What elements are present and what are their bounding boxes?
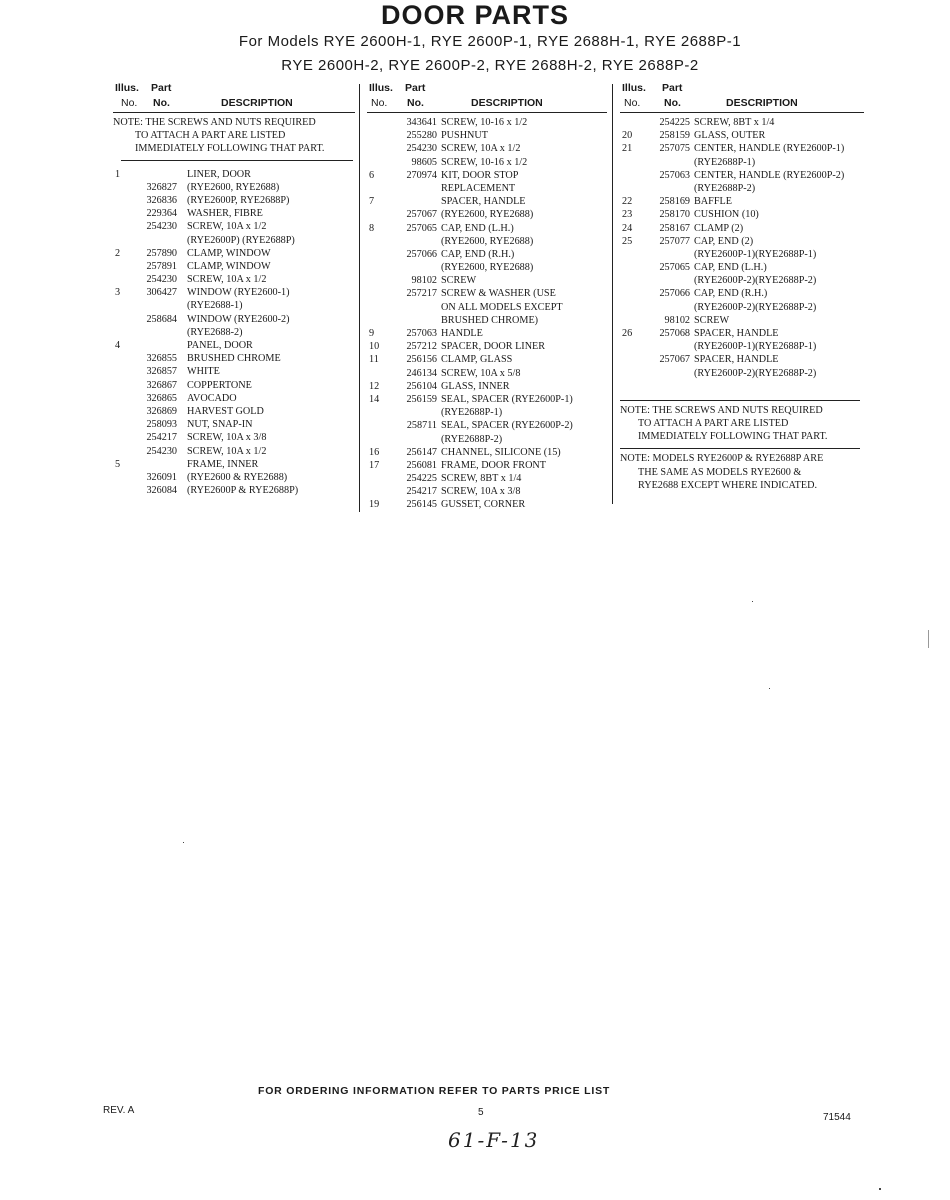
part-description: GUSSET, CORNER xyxy=(441,499,526,511)
part-description: SCREW, 10-16 x 1/2 xyxy=(441,156,528,168)
part-description: SCREW, 10A x 3/8 xyxy=(441,486,521,498)
part-number: 257891 xyxy=(146,260,177,272)
parts-row xyxy=(620,195,864,208)
part-description: CLAMP, WINDOW xyxy=(187,260,271,272)
part-number: 254225 xyxy=(406,473,437,485)
part-description: (RYE2688P-1) xyxy=(694,156,756,168)
illus-number: 3 xyxy=(115,287,121,299)
part-number: 254230 xyxy=(146,221,177,233)
parts-row xyxy=(620,367,864,380)
illus-number: 14 xyxy=(369,393,380,405)
parts-row xyxy=(367,406,607,419)
part-number: 254225 xyxy=(659,117,690,128)
note-line: NOTE: MODELS RYE2600P & RYE2688P ARE xyxy=(620,453,824,465)
parts-row xyxy=(367,367,607,380)
parts-row xyxy=(620,248,864,261)
part-number: 326869 xyxy=(146,405,177,417)
illus-number: 22 xyxy=(622,196,633,208)
column-header xyxy=(620,80,864,112)
illus-number: 6 xyxy=(369,169,375,181)
part-number: 343641 xyxy=(406,117,437,128)
parts-row xyxy=(367,472,607,485)
parts-row xyxy=(367,116,607,129)
illus-number: 19 xyxy=(369,499,380,511)
header-rule xyxy=(620,112,864,113)
part-number: 326867 xyxy=(146,379,177,391)
part-description: SCREW, 8BT x 1/4 xyxy=(441,473,522,485)
part-description: HARVEST GOLD xyxy=(187,405,264,417)
scan-speck xyxy=(928,630,929,648)
part-description: (RYE2688-2) xyxy=(187,326,243,338)
part-number: 326084 xyxy=(146,485,177,497)
illus-number: 24 xyxy=(622,222,633,234)
illus-number: 2 xyxy=(115,247,121,259)
part-number: 258093 xyxy=(146,419,177,431)
part-description: (RYE2688P-2) xyxy=(441,433,503,445)
part-description: (RYE2600P-1)(RYE2688P-1) xyxy=(694,341,817,353)
part-number: 257065 xyxy=(406,222,437,234)
parts-row xyxy=(113,484,355,497)
parts-row xyxy=(113,379,355,392)
part-description: CENTER, HANDLE (RYE2600P-2) xyxy=(694,169,845,181)
part-description: (RYE2600P) (RYE2688P) xyxy=(187,234,295,246)
illus-number: 25 xyxy=(622,235,633,247)
part-description: SCREW xyxy=(441,275,477,287)
part-description: BRUSHED CHROME xyxy=(187,353,281,365)
scan-speck xyxy=(879,1188,881,1190)
part-description: (RYE2600P & RYE2688P) xyxy=(187,485,299,497)
scan-speck xyxy=(183,842,184,843)
part-number: 246134 xyxy=(406,367,437,379)
parts-row xyxy=(620,222,864,235)
part-number: 254230 xyxy=(146,274,177,286)
parts-row xyxy=(620,169,864,182)
header-part-no: No. xyxy=(153,97,170,109)
parts-column-1 xyxy=(113,80,355,497)
part-description: SPACER, DOOR LINER xyxy=(441,341,546,353)
illus-number: 4 xyxy=(115,340,121,351)
illus-number: 16 xyxy=(369,446,380,458)
parts-row xyxy=(367,182,607,195)
parts-row xyxy=(620,314,864,327)
parts-row xyxy=(113,299,355,312)
part-number: 257066 xyxy=(659,288,690,300)
parts-row xyxy=(620,274,864,287)
part-description: (RYE2600 & RYE2688) xyxy=(187,471,288,483)
header-illus: Illus. xyxy=(369,82,393,94)
parts-row xyxy=(113,247,355,260)
illus-number: 8 xyxy=(369,222,375,234)
part-description: CAP, END (L.H.) xyxy=(441,222,514,234)
parts-row xyxy=(113,207,355,220)
scan-speck xyxy=(769,688,770,689)
part-description: (RYE2600P-1)(RYE2688P-1) xyxy=(694,248,817,260)
part-description: (RYE2600, RYE2688) xyxy=(187,181,280,193)
screws-note xyxy=(113,116,355,156)
parts-row xyxy=(113,431,355,444)
parts-row xyxy=(367,261,607,274)
header-no: No. xyxy=(371,97,388,109)
parts-row xyxy=(367,393,607,406)
part-description: SCREW xyxy=(694,314,730,326)
part-description: REPLACEMENT xyxy=(441,182,516,194)
note-line: IMMEDIATELY FOLLOWING THAT PART. xyxy=(638,431,828,443)
part-description: AVOCADO xyxy=(187,392,237,404)
parts-row xyxy=(113,326,355,339)
part-description: (RYE2600P-2)(RYE2688P-2) xyxy=(694,275,817,287)
parts-row xyxy=(113,313,355,326)
part-number: 254217 xyxy=(406,486,437,498)
screws-note xyxy=(620,404,864,444)
part-number: 257068 xyxy=(659,328,690,339)
part-description: SCREW, 10A x 5/8 xyxy=(441,367,521,379)
part-number: 256147 xyxy=(406,446,437,458)
note-rule xyxy=(620,400,860,401)
parts-row xyxy=(367,380,607,393)
illus-number: 1 xyxy=(115,168,121,180)
parts-row xyxy=(367,433,607,446)
part-description: WINDOW (RYE2600-2) xyxy=(187,313,290,325)
parts-row xyxy=(620,235,864,248)
note-rule xyxy=(121,160,353,161)
part-description: CLAMP, GLASS xyxy=(441,354,513,366)
part-description: WINDOW (RYE2600-1) xyxy=(187,287,290,299)
parts-row xyxy=(367,129,607,142)
illus-number: 11 xyxy=(369,354,379,366)
parts-row xyxy=(367,142,607,155)
part-description: SCREW, 8BT x 1/4 xyxy=(694,117,775,128)
scan-speck xyxy=(752,601,753,602)
part-number: 256156 xyxy=(406,354,437,366)
parts-row xyxy=(113,445,355,458)
part-number: 257063 xyxy=(659,169,690,181)
note-line: NOTE: THE SCREWS AND NUTS REQUIRED xyxy=(620,404,823,416)
note-rule xyxy=(620,448,860,449)
parts-row xyxy=(620,208,864,221)
part-description: CENTER, HANDLE (RYE2600P-1) xyxy=(694,143,845,155)
part-number: 98102 xyxy=(411,275,437,287)
parts-row xyxy=(620,287,864,300)
part-description: (RYE2688P-2) xyxy=(694,182,756,194)
part-description: SPACER, HANDLE xyxy=(694,328,779,339)
part-description: SPACER, HANDLE xyxy=(694,354,779,366)
part-description: CAP, END (R.H.) xyxy=(694,288,768,300)
header-part: Part xyxy=(662,82,683,94)
part-number: 258169 xyxy=(659,196,690,208)
illus-number: 23 xyxy=(622,209,633,221)
parts-row xyxy=(113,418,355,431)
part-description: NUT, SNAP-IN xyxy=(187,419,253,431)
part-description: SPACER, HANDLE xyxy=(441,196,526,208)
parts-row xyxy=(113,273,355,286)
part-description: CLAMP, WINDOW xyxy=(187,247,271,259)
part-number: 254230 xyxy=(406,143,437,155)
part-number: 258684 xyxy=(146,313,177,325)
parts-column-3 xyxy=(620,80,864,492)
parts-row xyxy=(367,248,607,261)
illus-number: 20 xyxy=(622,130,633,142)
parts-row xyxy=(113,260,355,273)
note-line: THE SAME AS MODELS RYE2600 & xyxy=(638,466,802,478)
parts-row xyxy=(620,129,864,142)
illus-number: 26 xyxy=(622,328,633,339)
part-description: FRAME, INNER xyxy=(187,458,259,470)
parts-list xyxy=(113,168,355,498)
parts-column-2 xyxy=(367,80,607,512)
parts-row xyxy=(113,339,355,352)
part-description: (RYE2600P, RYE2688P) xyxy=(187,194,290,206)
part-description: SEAL, SPACER (RYE2600P-1) xyxy=(441,393,573,405)
parts-row xyxy=(620,301,864,314)
part-description: SCREW, 10A x 1/2 xyxy=(441,143,521,155)
parts-row xyxy=(113,458,355,471)
parts-row xyxy=(620,353,864,366)
part-description: SCREW, 10A x 3/8 xyxy=(187,432,267,444)
parts-row xyxy=(620,261,864,274)
parts-row xyxy=(367,353,607,366)
note-line: IMMEDIATELY FOLLOWING THAT PART. xyxy=(135,143,325,155)
part-description: CAP, END (R.H.) xyxy=(441,248,515,260)
parts-row xyxy=(367,419,607,432)
part-number: 257065 xyxy=(659,262,690,274)
parts-row xyxy=(113,405,355,418)
illus-number: 17 xyxy=(369,459,380,471)
part-description: GLASS, OUTER xyxy=(694,130,766,142)
parts-row xyxy=(367,287,607,300)
part-description: SCREW, 10A x 1/2 xyxy=(187,274,267,286)
part-number: 326091 xyxy=(146,471,177,483)
part-number: 254230 xyxy=(146,445,177,457)
parts-row xyxy=(113,471,355,484)
part-description: SCREW, 10A x 1/2 xyxy=(187,221,267,233)
parts-row xyxy=(620,156,864,169)
part-number: 257890 xyxy=(146,247,177,259)
header-part: Part xyxy=(405,82,426,94)
part-description: SEAL, SPACER (RYE2600P-2) xyxy=(441,420,573,432)
header-part-no: No. xyxy=(407,97,424,109)
parts-row xyxy=(113,286,355,299)
header-rule xyxy=(367,112,607,113)
part-description: (RYE2600, RYE2688) xyxy=(441,262,534,274)
part-number: 258170 xyxy=(659,209,690,221)
part-description: COPPERTONE xyxy=(187,379,252,391)
parts-row xyxy=(367,222,607,235)
part-number: 257067 xyxy=(406,209,437,221)
part-description: WHITE xyxy=(187,366,220,378)
part-description: CHANNEL, SILICONE (15) xyxy=(441,446,561,458)
revision-label: REV. A xyxy=(103,1105,135,1116)
header-no: No. xyxy=(624,97,641,109)
part-number: 257063 xyxy=(406,328,437,339)
note-line: RYE2688 EXCEPT WHERE INDICATED. xyxy=(638,479,818,491)
parts-row xyxy=(113,352,355,365)
parts-row xyxy=(113,234,355,247)
part-description: KIT, DOOR STOP xyxy=(441,169,519,181)
parts-row xyxy=(367,459,607,472)
part-description: (RYE2600P-2)(RYE2688P-2) xyxy=(694,367,817,379)
ordering-info: FOR ORDERING INFORMATION REFER TO PARTS PRICE LIST xyxy=(258,1085,611,1097)
models-line-2: RYE 2600H-2, RYE 2600P-2, RYE 2688H-2, RYE 2688P-2 xyxy=(281,57,699,74)
header-no: No. xyxy=(121,97,138,109)
header-part-no: No. xyxy=(664,97,681,109)
illus-number: 9 xyxy=(369,328,375,339)
page-title: DOOR PARTS xyxy=(380,0,569,30)
part-number: 256145 xyxy=(406,499,437,511)
part-number: 257212 xyxy=(406,341,437,353)
illus-number: 12 xyxy=(369,380,380,392)
part-number: 257077 xyxy=(659,235,690,247)
part-number: 257075 xyxy=(659,143,690,155)
part-description: HANDLE xyxy=(441,328,483,339)
parts-row xyxy=(620,116,864,129)
parts-row xyxy=(113,181,355,194)
part-number: 326855 xyxy=(146,353,177,365)
note-line: NOTE: THE SCREWS AND NUTS REQUIRED xyxy=(113,117,316,128)
column-divider-1 xyxy=(359,84,360,512)
part-number: 258167 xyxy=(659,222,690,234)
parts-row xyxy=(367,446,607,459)
column-header xyxy=(367,80,607,112)
column-header xyxy=(113,80,355,112)
part-description: SCREW, 10-16 x 1/2 xyxy=(441,117,528,128)
illus-number: 7 xyxy=(369,196,375,208)
parts-row xyxy=(367,208,607,221)
illus-number: 10 xyxy=(369,341,380,353)
parts-row xyxy=(113,168,355,181)
header-description: DESCRIPTION xyxy=(471,97,543,109)
part-number: 257217 xyxy=(406,288,437,300)
part-description: PUSHNUT xyxy=(441,130,488,142)
part-number: 256081 xyxy=(406,459,437,471)
page-number: 5 xyxy=(478,1107,484,1118)
parts-row xyxy=(367,498,607,511)
header-rule xyxy=(113,112,355,113)
parts-row xyxy=(620,327,864,340)
part-description: BAFFLE xyxy=(694,196,732,208)
parts-row xyxy=(367,156,607,169)
parts-row xyxy=(367,340,607,353)
models-line-1: For Models RYE 2600H-1, RYE 2600P-1, RYE 2688H-1, RYE 2688P-1 xyxy=(238,33,742,50)
part-description: SCREW & WASHER (USE xyxy=(441,288,556,300)
column-divider-2 xyxy=(612,84,613,504)
part-number: 98605 xyxy=(411,156,437,168)
handwritten-note: 61-F-13 xyxy=(448,1128,540,1152)
parts-row xyxy=(113,365,355,378)
part-number: 255280 xyxy=(406,130,437,142)
part-number: 326827 xyxy=(146,181,177,193)
part-number: 254217 xyxy=(146,432,177,444)
parts-list xyxy=(367,116,607,512)
parts-row xyxy=(620,142,864,155)
parts-row xyxy=(620,182,864,195)
part-description: BRUSHED CHROME) xyxy=(441,314,539,326)
models-note xyxy=(620,452,864,492)
part-description: CAP, END (L.H.) xyxy=(694,262,767,274)
parts-row xyxy=(620,340,864,353)
note-line: TO ATTACH A PART ARE LISTED xyxy=(638,417,789,429)
part-description: (RYE2688P-1) xyxy=(441,407,503,419)
parts-row xyxy=(367,314,607,327)
part-description: CAP, END (2) xyxy=(694,235,754,247)
part-number: 326865 xyxy=(146,392,177,404)
part-number: 229364 xyxy=(146,208,177,220)
part-description: (RYE2600, RYE2688) xyxy=(441,209,534,221)
part-number: 257066 xyxy=(406,248,437,260)
parts-row xyxy=(113,194,355,207)
parts-row xyxy=(367,195,607,208)
header-description: DESCRIPTION xyxy=(726,97,798,109)
part-number: 256104 xyxy=(406,380,437,392)
part-description: FRAME, DOOR FRONT xyxy=(441,459,547,471)
parts-row xyxy=(367,485,607,498)
part-description: CLAMP (2) xyxy=(694,222,744,234)
parts-row xyxy=(113,220,355,233)
part-description: LINER, DOOR xyxy=(187,168,251,180)
parts-row xyxy=(113,392,355,405)
illus-number: 5 xyxy=(115,458,121,470)
part-number: 326836 xyxy=(146,194,177,206)
part-description: WASHER, FIBRE xyxy=(187,208,263,220)
part-description: (RYE2688-1) xyxy=(187,300,243,312)
part-number: 306427 xyxy=(146,287,177,299)
illus-number: 21 xyxy=(622,143,633,155)
note-line: TO ATTACH A PART ARE LISTED xyxy=(135,130,286,142)
part-number: 258711 xyxy=(406,420,437,432)
part-number: 270974 xyxy=(406,169,437,181)
part-number: 258159 xyxy=(659,130,690,142)
parts-row xyxy=(367,327,607,340)
part-description: PANEL, DOOR xyxy=(187,340,253,351)
parts-row xyxy=(367,235,607,248)
part-description: SCREW, 10A x 1/2 xyxy=(187,445,267,457)
part-description: ON ALL MODELS EXCEPT xyxy=(441,301,563,313)
part-description: GLASS, INNER xyxy=(441,380,510,392)
parts-row xyxy=(367,301,607,314)
part-number: 256159 xyxy=(406,393,437,405)
parts-row xyxy=(367,274,607,287)
part-description: (RYE2600, RYE2688) xyxy=(441,235,534,247)
parts-list xyxy=(620,116,864,380)
part-description: CUSHION (10) xyxy=(694,209,759,221)
part-number: 326857 xyxy=(146,366,177,378)
header-part: Part xyxy=(151,82,172,94)
parts-row xyxy=(367,169,607,182)
header-illus: Illus. xyxy=(115,82,139,94)
part-number: 257067 xyxy=(659,354,690,366)
header-illus: Illus. xyxy=(622,82,646,94)
header-description: DESCRIPTION xyxy=(221,97,293,109)
part-description: (RYE2600P-2)(RYE2688P-2) xyxy=(694,301,817,313)
document-number: 71544 xyxy=(823,1112,851,1123)
part-number: 98102 xyxy=(664,314,690,326)
